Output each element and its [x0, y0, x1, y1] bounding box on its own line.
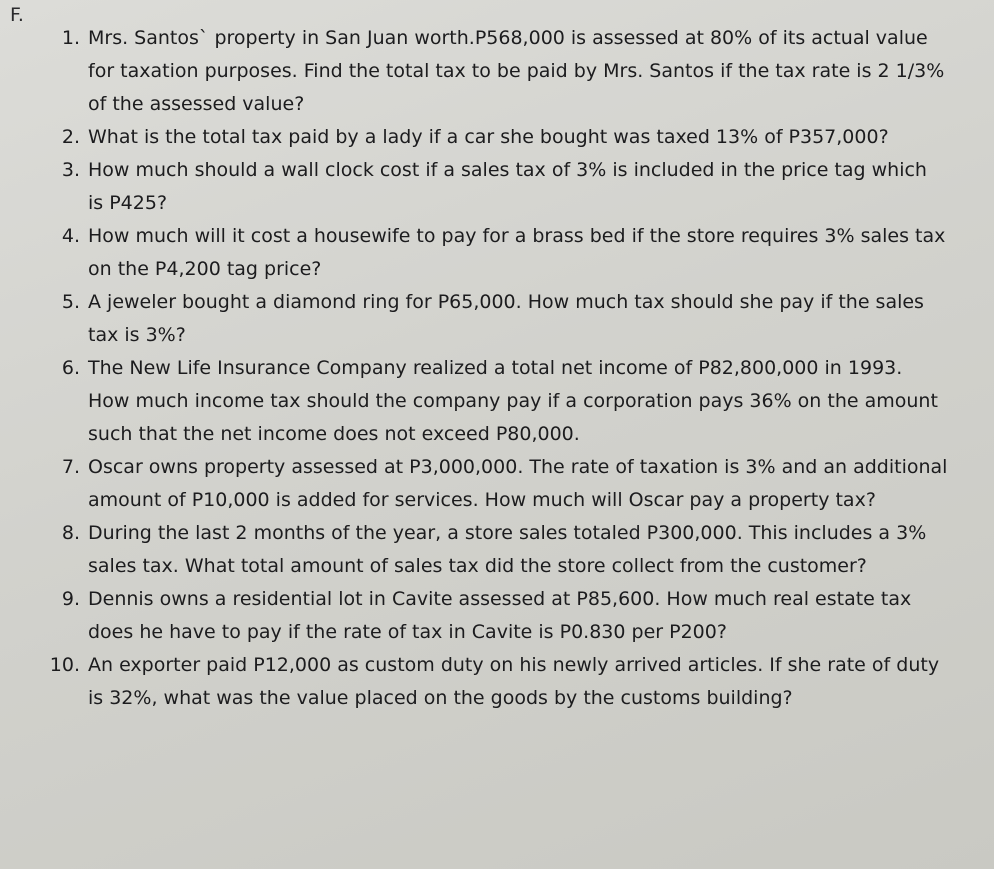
problem-item-5 [48, 286, 948, 352]
problem-text: How much should a wall clock cost if a sales tax of 3% is included in the price tag which is P425? [88, 159, 927, 214]
problem-item-1 [48, 22, 948, 121]
problem-number: 6. [61, 357, 80, 379]
problem-number: 5. [61, 291, 80, 313]
problem-list [48, 22, 948, 715]
problem-text: The New Life Insurance Company realized a total net income of P82,800,000 in 1993. How much income tax should the company pay if a corporation pays 36% on the amount such that the net income does not exceed P80,000. [88, 357, 938, 445]
problem-text: An exporter paid P12,000 as custom duty on his newly arrived articles. If she rate of duty is 32%, what was the value placed on the goods by the customs building? [88, 654, 940, 709]
problem-item-6 [48, 352, 948, 451]
problem-number: 8. [61, 522, 80, 544]
problem-text: A jeweler bought a diamond ring for P65,000. How much tax should she pay if the sales tax is 3%? [88, 291, 924, 346]
problem-number: 9. [61, 588, 80, 610]
problem-text: Mrs. Santos` property in San Juan worth.P568,000 is assessed at 80% of its actual value for taxation purposes. Find the total tax to be paid by Mrs. Santos if the tax rate is 2 1/3% of the assessed value? [88, 27, 945, 115]
section-label: F. [10, 4, 24, 26]
problem-item-3 [48, 154, 948, 220]
problem-item-7 [48, 451, 948, 517]
problem-text: During the last 2 months of the year, a store sales totaled P300,000. This includes a 3% sales tax. What total amount of sales tax did the store collect from the customer? [88, 522, 927, 577]
problem-item-8 [48, 517, 948, 583]
problem-item-4 [48, 220, 948, 286]
problem-number: 10. [49, 654, 80, 676]
problem-text: Oscar owns property assessed at P3,000,000. The rate of taxation is 3% and an additional amount of P10,000 is added for services. How much will Oscar pay a property tax? [88, 456, 948, 511]
problem-item-10 [48, 649, 948, 715]
problem-number: 7. [61, 456, 80, 478]
problem-text: How much will it cost a housewife to pay for a brass bed if the store requires 3% sales tax on the P4,200 tag price? [88, 225, 946, 280]
problem-item-9 [48, 583, 948, 649]
problem-number: 2. [61, 126, 80, 148]
problem-item-2 [48, 121, 948, 154]
problem-text: Dennis owns a residential lot in Cavite assessed at P85,600. How much real estate tax does he have to pay if the rate of tax in Cavite is P0.830 per P200? [88, 588, 912, 643]
problem-text: What is the total tax paid by a lady if a car she bought was taxed 13% of P357,000? [88, 126, 889, 148]
problem-number: 4. [61, 225, 80, 247]
problem-number: 3. [61, 159, 80, 181]
problem-number: 1. [61, 27, 80, 49]
